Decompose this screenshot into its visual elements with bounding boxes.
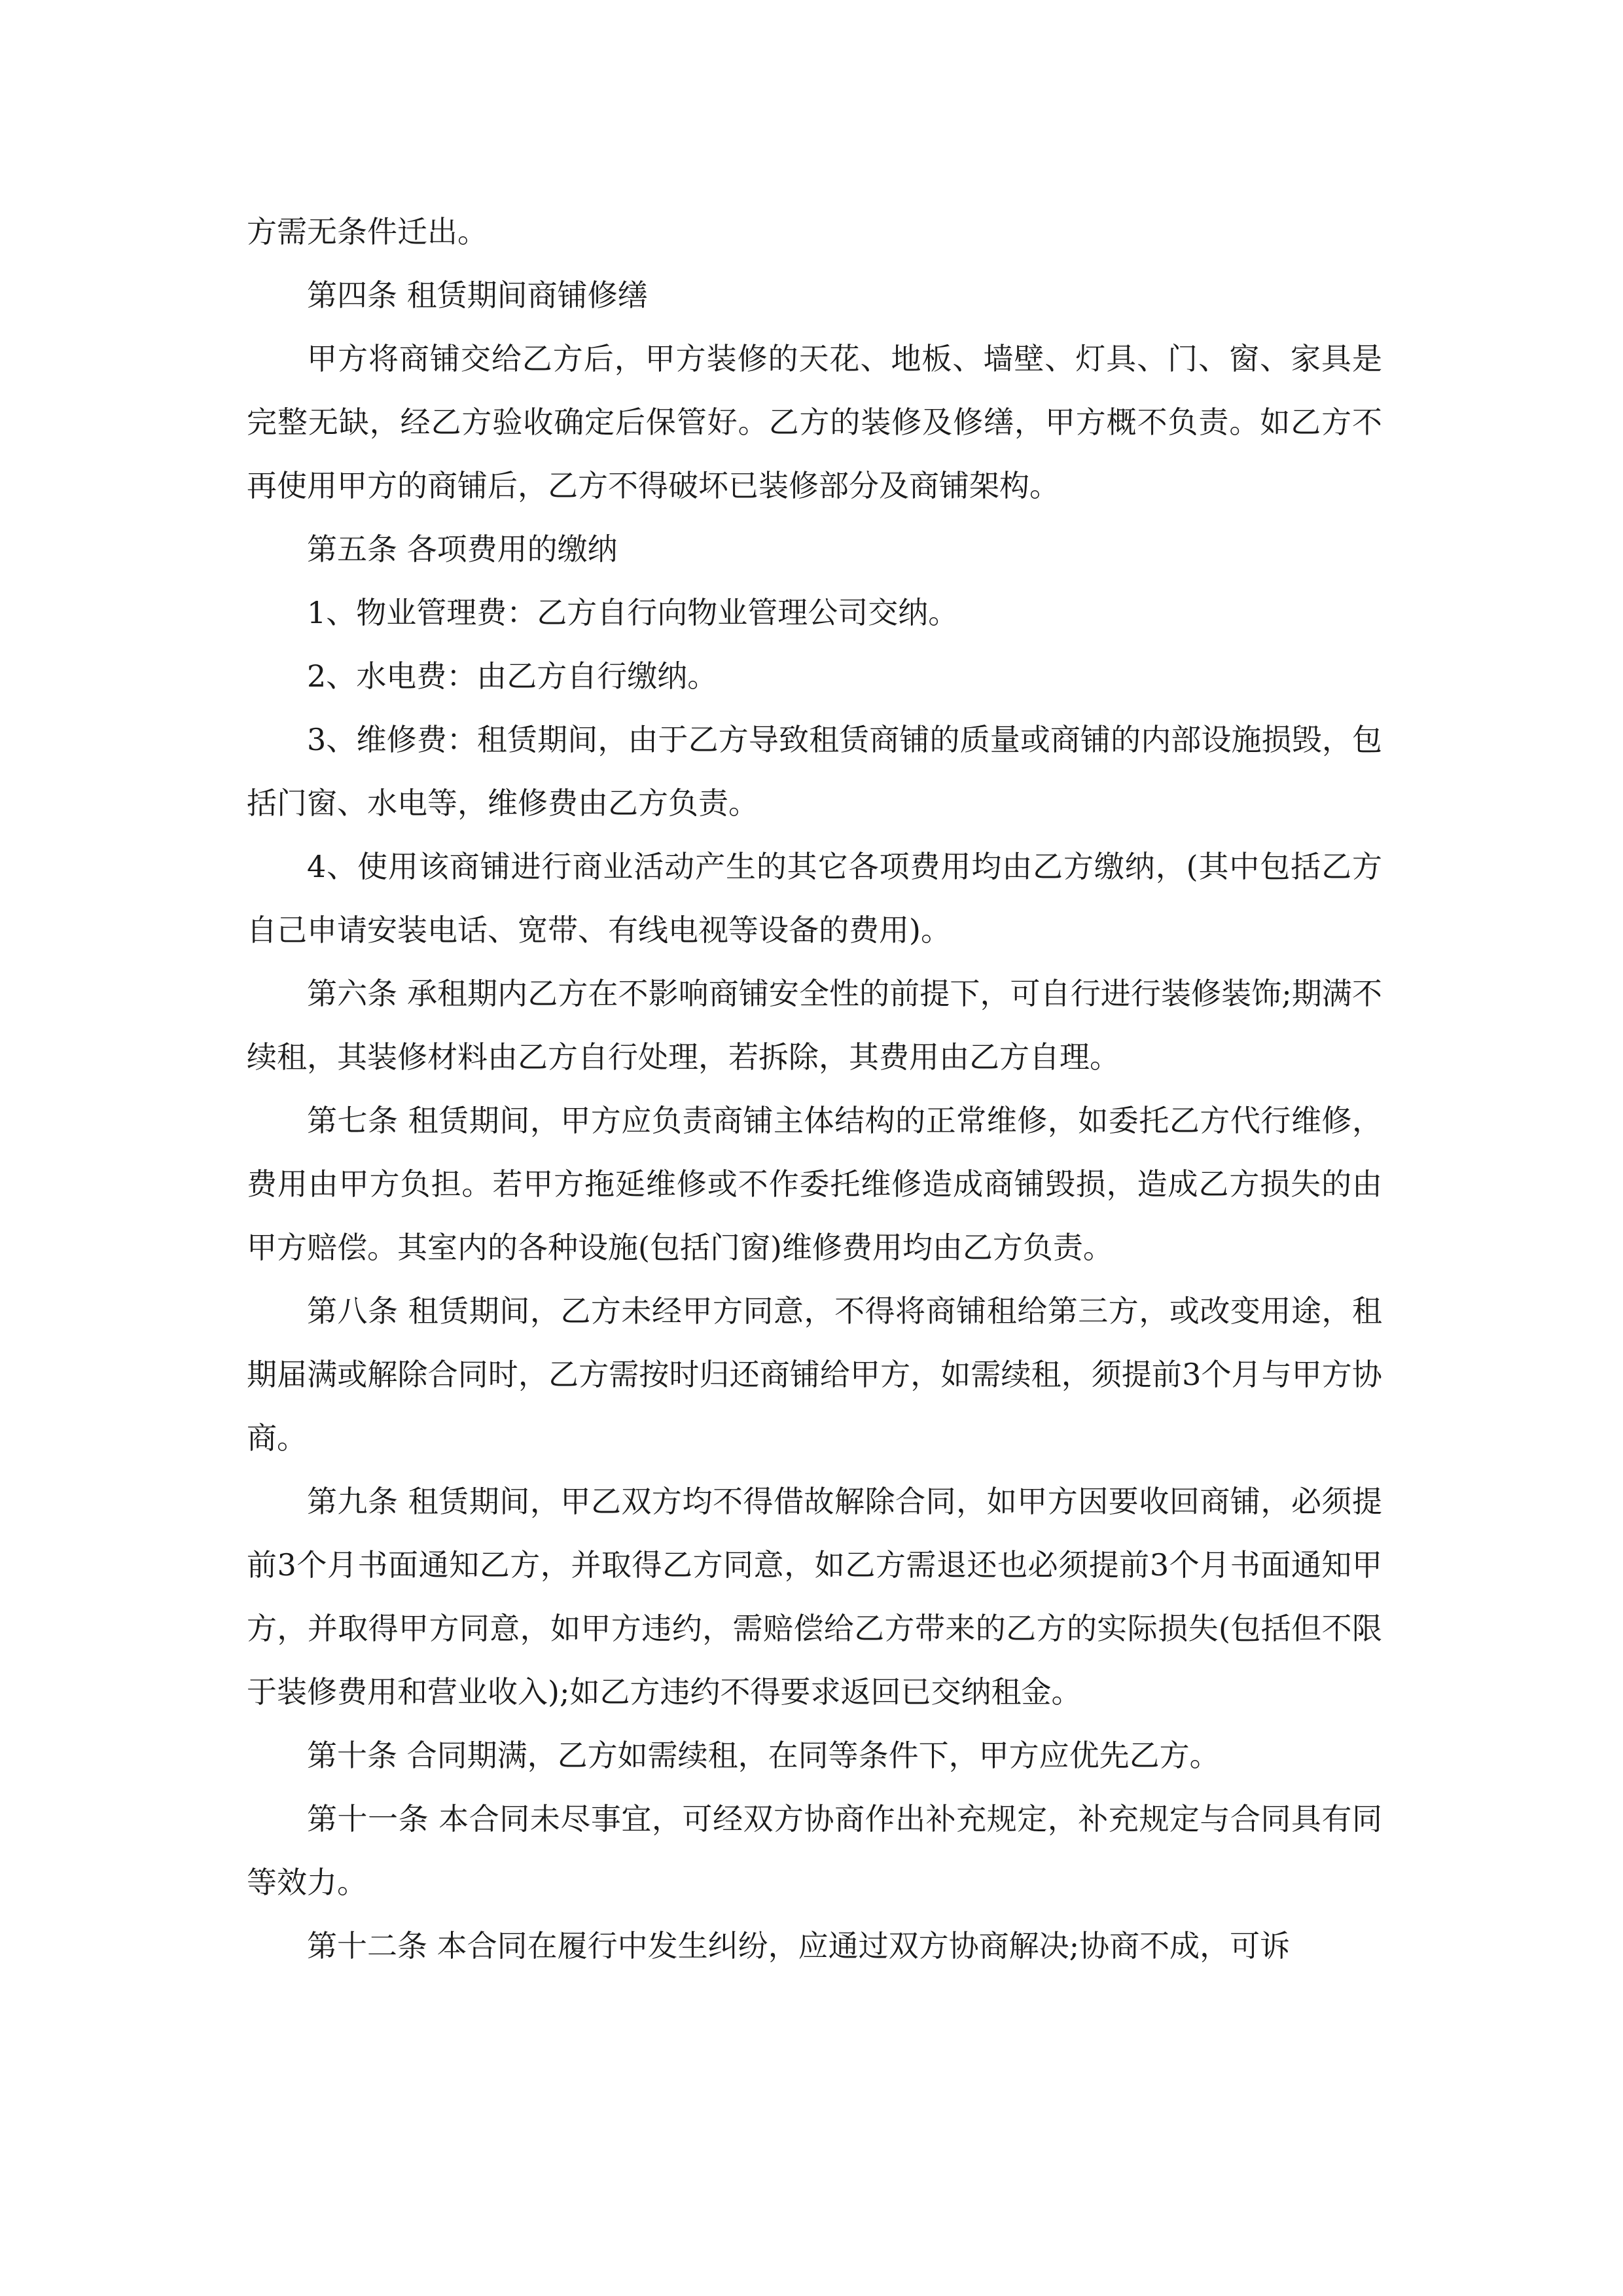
article-5-item-4: 4、使用该商铺进行商业活动产生的其它各项费用均由乙方缴纳，(其中包括乙方自己申请安装电话、宽带、有线电视等设备的费用)。 <box>247 849 1382 948</box>
article-5-heading: 第五条 各项费用的缴纳 <box>307 531 618 567</box>
article-10: 第十条 合同期满，乙方如需续租，在同等条件下，甲方应优先乙方。 <box>307 1738 1220 1773</box>
contract-body <box>247 200 1382 1978</box>
article-11: 第十一条 本合同未尽事宜，可经双方协商作出补充规定，补充规定与合同具有同等效力。 <box>247 1801 1382 1900</box>
article-4-heading: 第四条 租赁期间商铺修缮 <box>307 278 648 313</box>
article-12: 第十二条 本合同在履行中发生纠纷，应通过双方协商解决;协商不成，可诉 <box>307 1928 1291 1964</box>
paragraph-continuation: 方需无条件迁出。 <box>247 214 488 249</box>
article-4-body: 甲方将商铺交给乙方后，甲方装修的天花、地板、墙壁、灯具、门、窗、家具是完整无缺，经乙方验收确定后保管好。乙方的装修及修缮，甲方概不负责。如乙方不再使用甲方的商铺后，乙方不得破坏已装修部分及商铺架构。 <box>247 341 1382 503</box>
article-6: 第六条 承租期内乙方在不影响商铺安全性的前提下，可自行进行装修装饰;期满不续租，其装修材料由乙方自行处理，若拆除，其费用由乙方自理。 <box>247 976 1382 1075</box>
article-5-item-3: 3、维修费：租赁期间，由于乙方导致租赁商铺的质量或商铺的内部设施损毁，包括门窗、水电等，维修费由乙方负责。 <box>247 722 1382 821</box>
article-9: 第九条 租赁期间，甲乙双方均不得借故解除合同，如甲方因要收回商铺，必须提前3个月书面通知乙方，并取得乙方同意，如乙方需退还也必须提前3个月书面通知甲方，并取得甲方同意，如甲方违约，需赔偿给乙方带来的乙方的实际损失(包括但不限于装修费用和营业收入);如乙方违约不得要求返回已交纳租金。 <box>247 1484 1382 1710</box>
article-5-item-1: 1、物业管理费：乙方自行向物业管理公司交纳。 <box>307 595 959 630</box>
article-8: 第八条 租赁期间，乙方未经甲方同意，不得将商铺租给第三方，或改变用途，租期届满或解除合同时，乙方需按时归还商铺给甲方，如需续租，须提前3个月与甲方协商。 <box>247 1293 1382 1456</box>
article-5-item-2: 2、水电费：由乙方自行缴纳。 <box>307 658 718 694</box>
article-7: 第七条 租赁期间，甲方应负责商铺主体结构的正常维修，如委托乙方代行维修，费用由甲方负担。若甲方拖延维修或不作委托维修造成商铺毁损，造成乙方损失的由甲方赔偿。其室内的各种设施(包括门窗)维修费用均由乙方负责。 <box>247 1103 1382 1265</box>
